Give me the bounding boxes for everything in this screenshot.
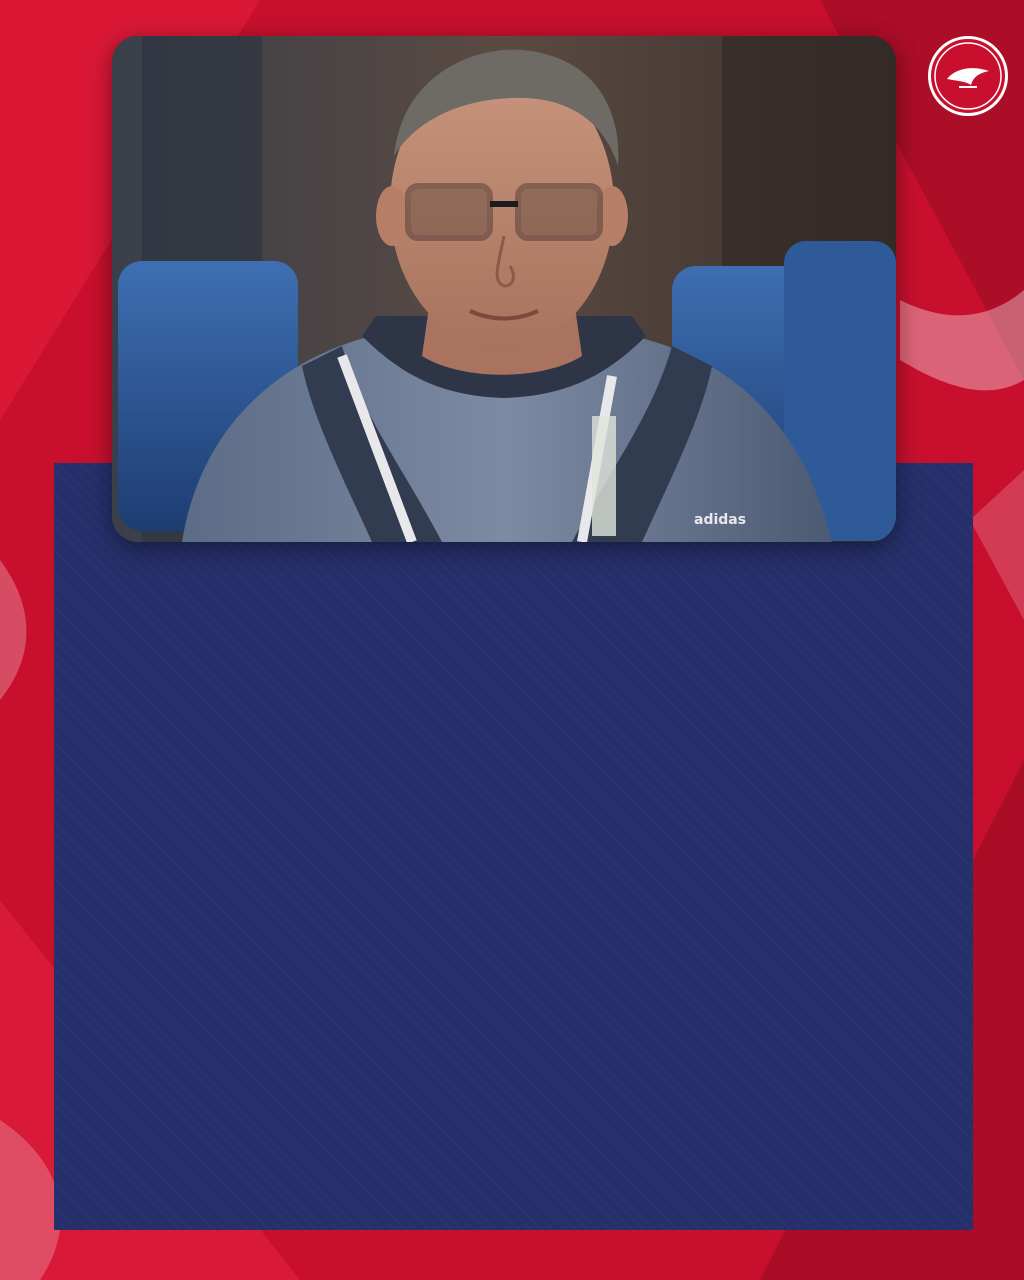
jacket-brand-text: adidas: [694, 512, 747, 528]
club-logo: [928, 36, 1008, 116]
article-panel: [54, 463, 973, 1230]
coach-photo: [112, 36, 896, 542]
